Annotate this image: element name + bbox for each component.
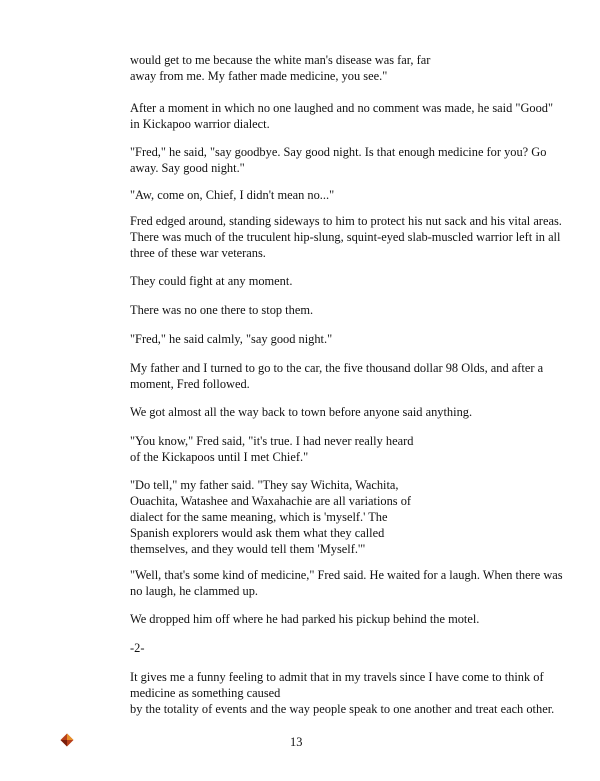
text-line: dialect for the same meaning, which is 'myself.' The [130, 510, 388, 524]
text-line: "Fred," he said calmly, "say good night." [130, 332, 333, 346]
paragraph [130, 144, 560, 176]
text-line: "Fred," he said, "say goodbye. Say good night. Is that enough medicine for you? Go [130, 145, 547, 159]
paragraph [130, 567, 563, 599]
paragraph [130, 477, 560, 557]
paragraph [130, 669, 560, 717]
text-line: themselves, and they would tell them 'Myself.'" [130, 542, 366, 556]
paragraph [130, 213, 560, 261]
text-line: three of these war veterans. [130, 246, 266, 260]
paragraph [130, 611, 560, 627]
diamond-icon [60, 733, 74, 747]
text-line: of the Kickapoos until I met Chief." [130, 450, 309, 464]
text-line: away from me. My father made medicine, you see." [130, 69, 388, 83]
text-line: -2- [130, 641, 145, 655]
text-line: moment, Fred followed. [130, 377, 250, 391]
text-line: no laugh, he clammed up. [130, 584, 259, 598]
text-line: "Aw, come on, Chief, I didn't mean no..." [130, 188, 335, 202]
text-line: It gives me a funny feeling to admit that in my travels since I have come to think of [130, 670, 544, 684]
text-line: Ouachita, Watashee and Waxahachie are all variations of [130, 494, 412, 508]
paragraph [130, 331, 560, 347]
text-line: by the totality of events and the way people speak to one another and treat each other. [130, 702, 555, 716]
text-line: There was much of the truculent hip-slung, squint-eyed slab-muscled warrior left in all [130, 230, 561, 244]
paragraph [130, 187, 560, 203]
text-line: We got almost all the way back to town before anyone said anything. [130, 405, 473, 419]
paragraph [130, 302, 560, 318]
text-line: in Kickapoo warrior dialect. [130, 117, 270, 131]
text-line: After a moment in which no one laughed and no comment was made, he said "Good" [130, 101, 554, 115]
text-line: medicine as something caused [130, 686, 281, 700]
page-number: 13 [290, 735, 303, 749]
text-line: "Do tell," my father said. "They say Wichita, Wachita, [130, 478, 399, 492]
paragraph [130, 404, 560, 420]
text-line: away. Say good night." [130, 161, 245, 175]
paragraph [130, 273, 560, 289]
text-line: Fred edged around, standing sideways to him to protect his nut sack and his vital areas. [130, 214, 562, 228]
paragraph [130, 52, 560, 84]
text-line: "You know," Fred said, "it's true. I had never really heard [130, 434, 414, 448]
paragraph [130, 360, 560, 392]
text-line: would get to me because the white man's disease was far, far [130, 53, 431, 67]
section-marker [130, 640, 560, 656]
text-line: "Well, that's some kind of medicine," Fred said. He waited for a laugh. When there was [130, 568, 563, 582]
text-line: My father and I turned to go to the car, the five thousand dollar 98 Olds, and after a [130, 361, 544, 375]
text-line: There was no one there to stop them. [130, 303, 314, 317]
text-line: They could fight at any moment. [130, 274, 293, 288]
paragraph [130, 433, 560, 465]
paragraph [130, 100, 560, 132]
text-line: We dropped him off where he had parked his pickup behind the motel. [130, 612, 480, 626]
text-line: Spanish explorers would ask them what they called [130, 526, 385, 540]
